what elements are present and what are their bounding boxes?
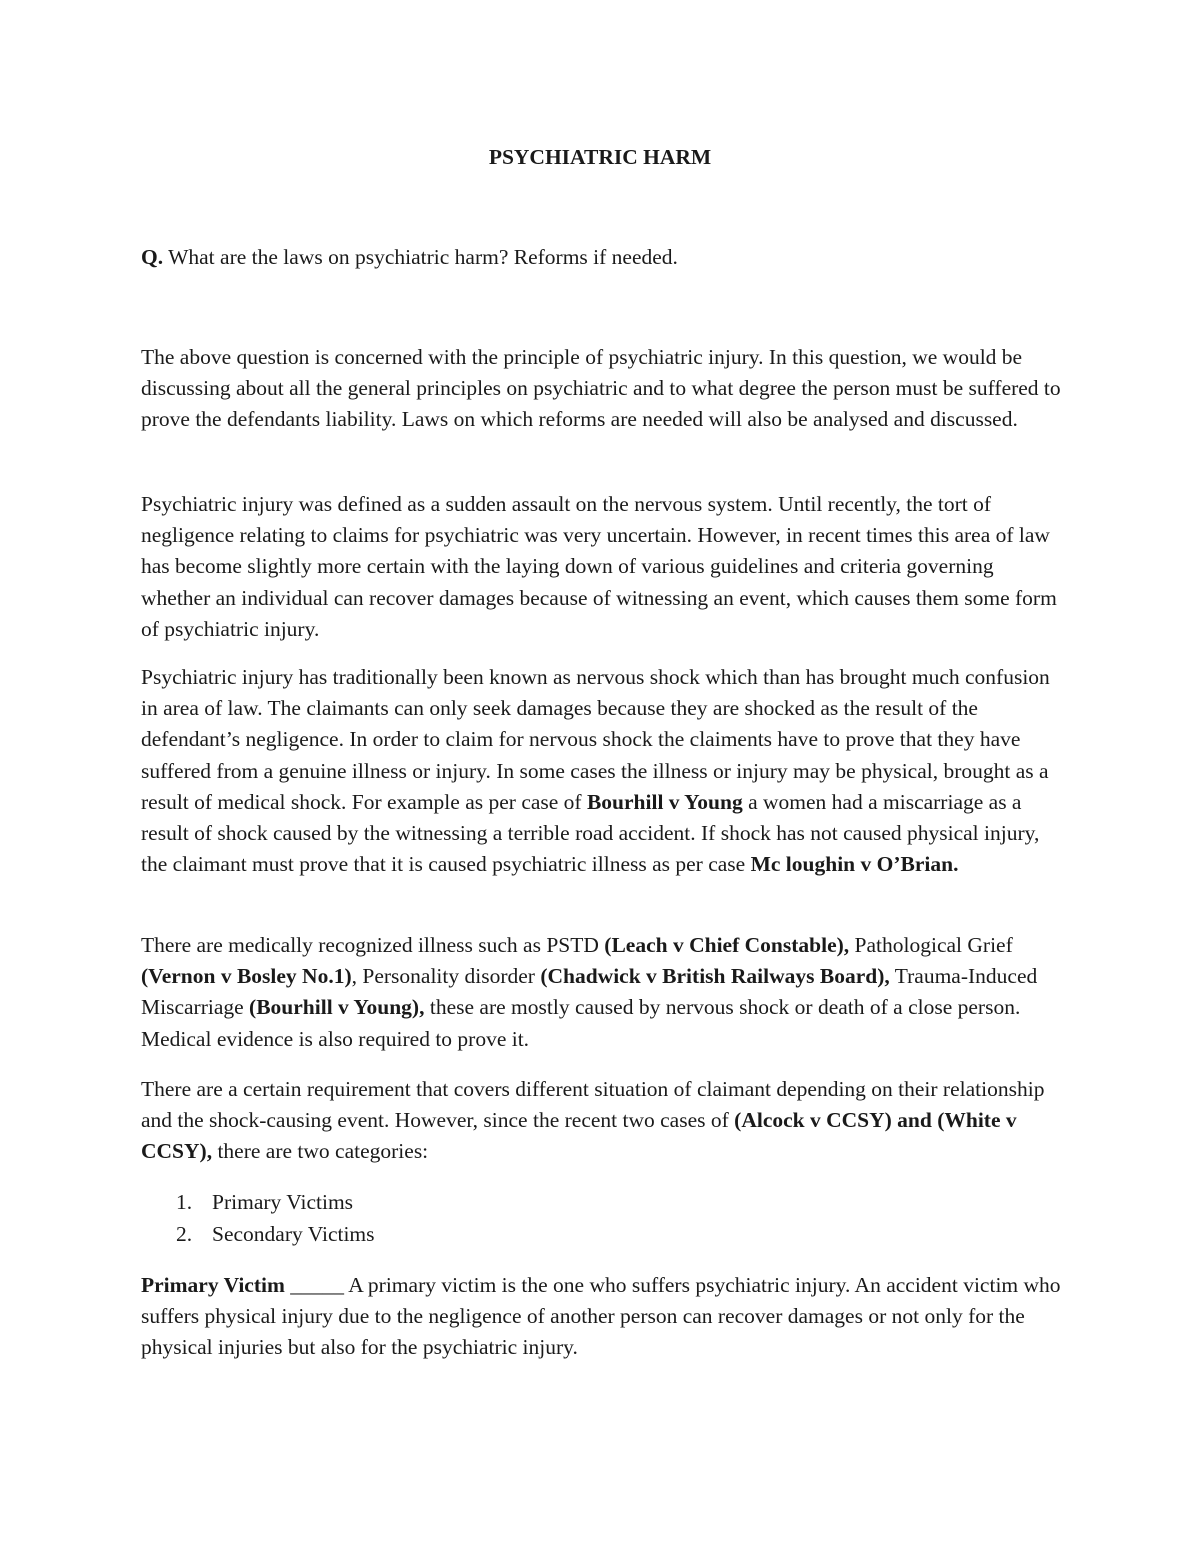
recognized-illness-paragraph: [141, 930, 1061, 1055]
case-citation: (Bourhill v Young),: [249, 995, 425, 1020]
case-citation: Bourhill v Young: [586, 789, 743, 814]
question-text: What are the laws on psychiatric harm? Reforms if needed.: [163, 245, 678, 269]
case-citation: (Alcock v CCSY) and (White v CCSY),: [141, 1108, 1017, 1164]
victim-categories-list: [176, 1187, 375, 1250]
case-citation: Mc loughin v O’Brian.: [750, 852, 959, 877]
question-paragraph: [141, 242, 1061, 273]
text-run: Pathological Grief: [849, 933, 1013, 957]
question-label: Q.: [141, 245, 164, 269]
list-text: Primary Victims: [212, 1190, 354, 1214]
nervous-shock-paragraph: [141, 662, 1061, 880]
blank-line: _____: [290, 1273, 345, 1297]
list-number: 2.: [176, 1221, 193, 1246]
primary-victim-paragraph: [141, 1270, 1061, 1364]
list-item: [176, 1219, 375, 1251]
intro-paragraph: The above question is concerned with the principle of psychiatric injury. In this question, we would be discussing about all the general principles on psychiatric and to what degree the person must be suffered to prove the defendants liability. Laws on which reforms are needed will also be analysed and discussed.: [141, 345, 1061, 432]
list-number: 1.: [176, 1190, 193, 1214]
text-run: Psychiatric injury has traditionally been known as nervous shock which than has brought much confusion in area of law. The claimants can only seek damages because they are shocked as the result of the defendant’s negligence. In order to claim for nervous shock the claiments have to prove that they have suffered from a genuine illness or injury. In some cases the illness or injury may be physical, brought as a result of medical shock. For example as per case of: [141, 665, 1050, 814]
case-citation: (Leach v Chief Constable),: [604, 933, 850, 957]
text-run: There are a certain requirement that covers different situation of claimant depending on their relationship and the shock-causing event. However, since the recent two cases of: [141, 1077, 1045, 1133]
text-run: these are mostly caused by nervous shock or death of a close person. Medical evidence is also required to prove it.: [141, 995, 1021, 1051]
text-run: Trauma-Induced Miscarriage: [141, 964, 1038, 1020]
list-item: [176, 1187, 375, 1219]
text-run: there are two categories:: [212, 1139, 429, 1164]
text-run: a women had a miscarriage as a result of shock caused by the witnessing a terrible road accident. If shock has not caused physical injury, the claimant must prove that it is caused psychiatric illness as per case: [141, 789, 1040, 877]
list-text: Secondary Victims: [212, 1221, 375, 1246]
requirements-paragraph: [141, 1074, 1061, 1168]
primary-victim-label: Primary Victim: [141, 1273, 291, 1297]
case-citation: (Vernon v Bosley No.1): [141, 964, 352, 989]
definition-paragraph: Psychiatric injury was defined as a sudden assault on the nervous system. Until recently, the tort of negligence relating to claims for psychiatric was very uncertain. However, in recent times this area of law has become slightly more certain with the laying down of various guidelines and criteria governing whether an individual can recover damages because of witnessing an event, which causes them some form of psychiatric injury.: [141, 492, 1057, 641]
text-run: There are medically recognized illness such as PSTD: [141, 933, 605, 957]
case-citation: (Chadwick v British Railways Board),: [540, 964, 890, 989]
text-run: , Personality disorder: [351, 964, 541, 989]
text-run: A primary victim is the one who suffers psychiatric injury. An accident victim who suffers physical injury due to the negligence of another person can recover damages or not only for the physical injuries but also for the psychiatric injury.: [141, 1273, 1061, 1360]
document-title: PSYCHIATRIC HARM: [488, 145, 712, 169]
